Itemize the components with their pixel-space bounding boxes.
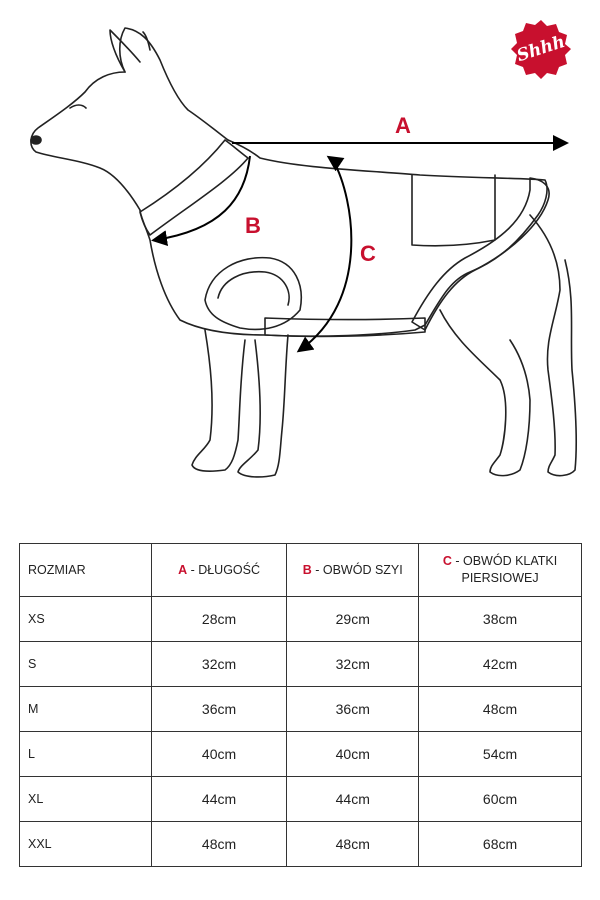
chest-cell: 42cm	[419, 642, 582, 687]
header-length-text: - DŁUGOŚĆ	[187, 562, 261, 577]
neck-cell: 48cm	[287, 822, 419, 867]
table-row	[20, 777, 582, 822]
header-size-text: ROZMIAR	[28, 562, 86, 577]
size-cell: XXL	[20, 822, 152, 867]
size-table	[19, 543, 582, 867]
table-row	[20, 642, 582, 687]
size-cell: S	[20, 642, 152, 687]
size-table-header-row	[20, 544, 582, 597]
neck-cell: 29cm	[287, 597, 419, 642]
header-length	[151, 544, 287, 597]
chest-cell: 60cm	[419, 777, 582, 822]
header-size	[20, 544, 152, 597]
chest-cell: 48cm	[419, 687, 582, 732]
length-cell: 48cm	[151, 822, 287, 867]
neck-cell: 32cm	[287, 642, 419, 687]
length-cell: 40cm	[151, 732, 287, 777]
front-leg	[192, 330, 245, 471]
length-cell: 28cm	[151, 597, 287, 642]
header-neck-letter: B	[302, 562, 312, 577]
neck-cell: 36cm	[287, 687, 419, 732]
size-cell: M	[20, 687, 152, 732]
header-neck-text: - OBWÓD SZYI	[311, 562, 403, 577]
table-row	[20, 732, 582, 777]
pocket	[412, 175, 495, 246]
hind-leg	[440, 310, 530, 476]
header-length-letter: A	[178, 562, 188, 577]
sweater-body	[140, 140, 547, 336]
size-cell: XL	[20, 777, 152, 822]
chest-cell: 54cm	[419, 732, 582, 777]
dimension-label-a: A	[395, 113, 411, 138]
header-chest-letter: C	[442, 554, 452, 568]
dog-head	[31, 28, 228, 210]
length-cell: 36cm	[151, 687, 287, 732]
header-neck	[287, 544, 419, 597]
brand-logo-text: Shhh	[514, 31, 568, 67]
size-cell: XS	[20, 597, 152, 642]
chest-cell: 68cm	[419, 822, 582, 867]
table-row	[20, 687, 582, 732]
brand-logo	[510, 18, 572, 80]
arrow-b	[155, 156, 250, 240]
length-cell: 32cm	[151, 642, 287, 687]
length-cell: 44cm	[151, 777, 287, 822]
table-row	[20, 597, 582, 642]
arrow-c	[300, 160, 351, 350]
neck-cell: 44cm	[287, 777, 419, 822]
dog-ear	[110, 30, 140, 72]
collar	[140, 140, 248, 235]
header-chest-text: - OBWÓD KLATKI PIERSIOWEJ	[451, 554, 558, 585]
header-chest	[419, 544, 582, 597]
dimension-label-b: B	[245, 213, 261, 238]
table-row	[20, 822, 582, 867]
size-cell: L	[20, 732, 152, 777]
neck-cell: 40cm	[287, 732, 419, 777]
dimension-label-c: C	[360, 241, 376, 266]
chest-cell: 38cm	[419, 597, 582, 642]
